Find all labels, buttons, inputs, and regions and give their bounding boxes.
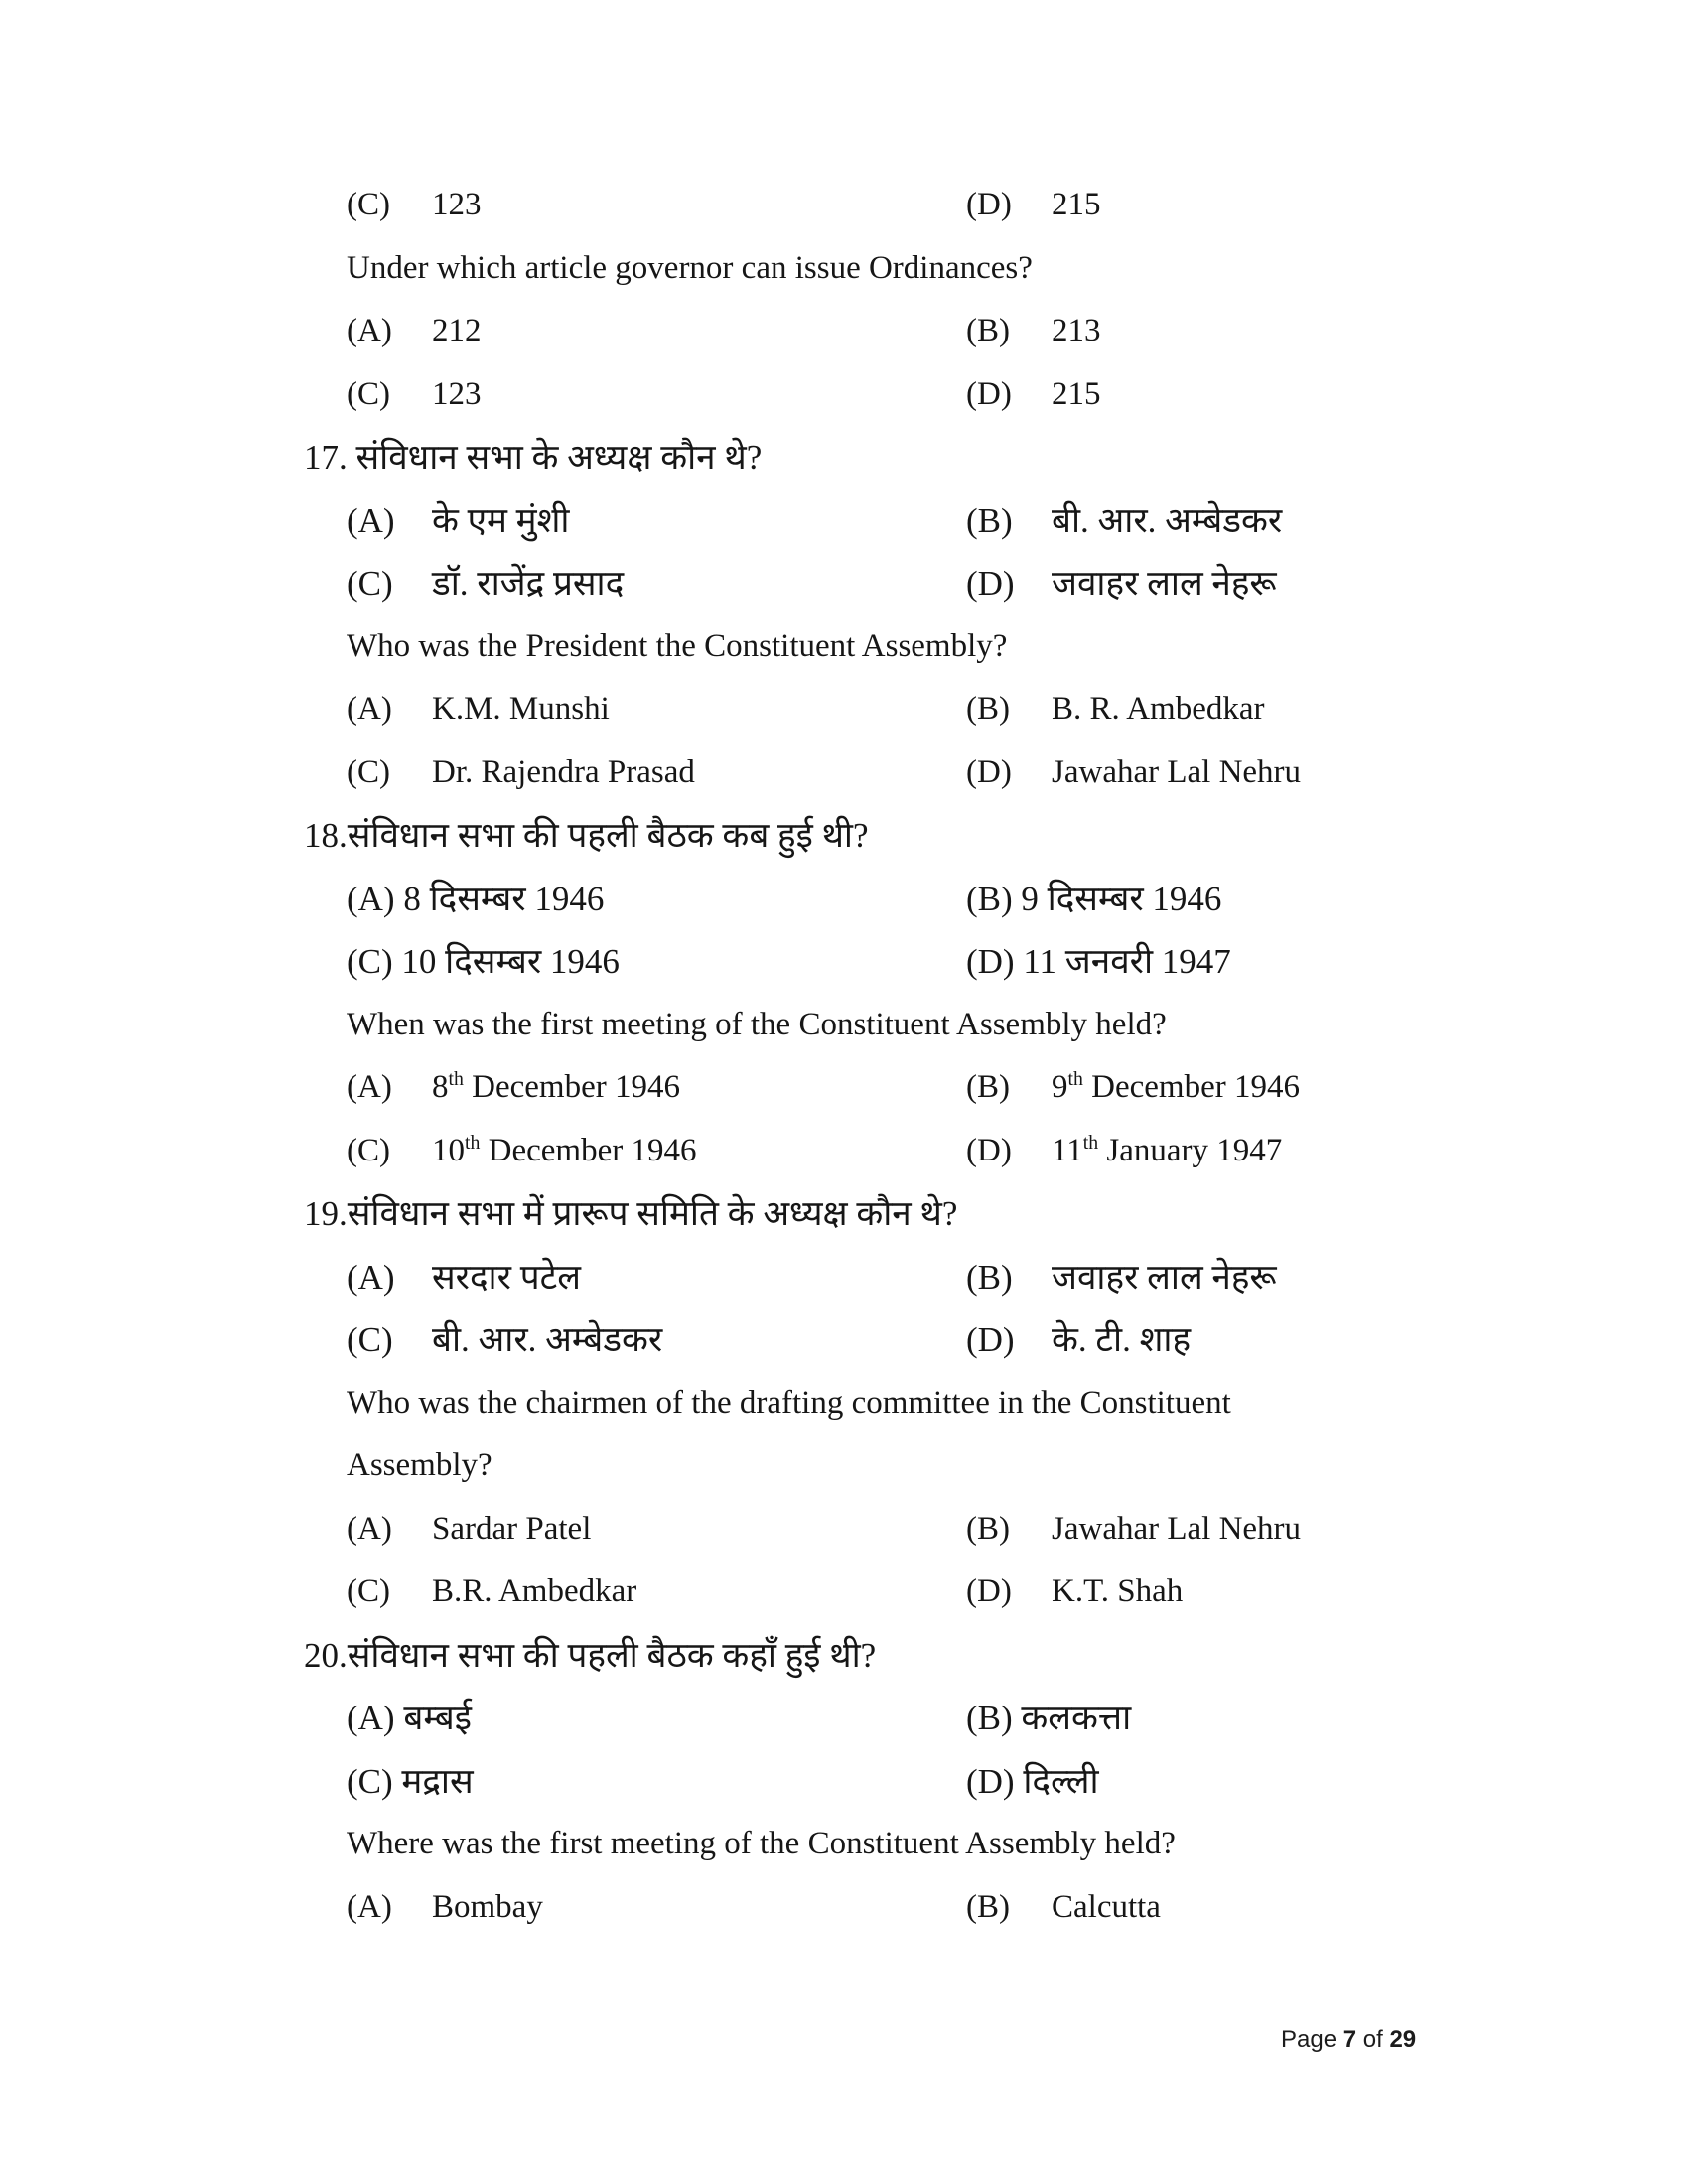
option-text: के. टी. शाह xyxy=(1052,1320,1192,1359)
options-row xyxy=(0,300,1688,363)
question-text: When was the first meeting of the Constituent Assembly held? xyxy=(347,1006,1167,1042)
question-header xyxy=(0,1624,1688,1688)
options-row xyxy=(0,489,1688,553)
option-text: 9 दिसम्बर 1946 xyxy=(1021,879,1222,918)
option-label: (B) xyxy=(966,313,1010,348)
option-text: 8 दिसम्बर 1946 xyxy=(403,879,605,918)
option xyxy=(347,1687,472,1750)
option-text: 11 जनवरी 1947 xyxy=(1023,942,1231,981)
option-text: B.R. Ambedkar xyxy=(432,1573,637,1609)
options-row xyxy=(0,363,1688,427)
option-text: 215 xyxy=(1052,187,1101,222)
options-row xyxy=(0,742,1688,805)
option-label: (D) xyxy=(966,1573,1012,1609)
option-label: (D) xyxy=(966,1132,1012,1168)
question-text: संविधान सभा की पहली बैठक कब हुई थी? xyxy=(347,816,869,855)
page-footer xyxy=(1281,2026,1416,2054)
option-text: Jawahar Lal Nehru xyxy=(1052,753,1302,790)
option-text xyxy=(1052,1056,1300,1120)
option-text: मद्रास xyxy=(401,1761,474,1801)
option-text: 123 xyxy=(432,187,482,222)
option-label: (B) xyxy=(966,1510,1010,1547)
question-text-line xyxy=(0,615,1688,679)
option-label: (C) xyxy=(347,753,390,790)
option-text: B. R. Ambedkar xyxy=(1052,691,1265,727)
option-label: (C) xyxy=(347,1132,390,1168)
option-text-part: December 1946 xyxy=(480,1132,697,1168)
option-label: (A) xyxy=(347,1699,395,1737)
option-text: 123 xyxy=(432,375,482,412)
option-label: (A) xyxy=(347,1069,392,1105)
question-text-line xyxy=(0,994,1688,1057)
question-text-line xyxy=(0,1813,1688,1876)
question-text: संविधान सभा की पहली बैठक कहाँ हुई थी? xyxy=(347,1635,877,1675)
option xyxy=(966,868,1221,931)
option-text-part: 8 xyxy=(432,1069,449,1105)
option-label: (D) xyxy=(966,375,1012,412)
question-text: संविधान सभा के अध्यक्ष कौन थे? xyxy=(355,438,763,477)
option-label: (A) xyxy=(347,313,392,348)
option xyxy=(966,930,1231,994)
question-text: Under which article governor can issue Ordinances? xyxy=(347,249,1033,286)
question-text: Where was the first meeting of the Constituent Assembly held? xyxy=(347,1826,1176,1861)
option-label: (D) xyxy=(966,1320,1015,1359)
option xyxy=(347,1750,474,1814)
option-label: (A) xyxy=(347,1257,395,1297)
option-label: (D) xyxy=(966,753,1012,790)
question-text: संविधान सभा में प्रारूप समिति के अध्यक्ष कौन थे? xyxy=(347,1194,958,1233)
option-label: (C) xyxy=(347,1320,393,1359)
option-text-part: January 1947 xyxy=(1098,1132,1283,1168)
option-text: सरदार पटेल xyxy=(432,1257,581,1297)
option-text-part: December 1946 xyxy=(463,1069,680,1105)
footer-total-pages: 29 xyxy=(1389,2026,1417,2053)
options-row xyxy=(0,1246,1688,1309)
question-text: Assembly? xyxy=(347,1447,492,1483)
option-text-part: 10 xyxy=(432,1132,465,1168)
option-text: Dr. Rajendra Prasad xyxy=(432,753,695,790)
options-row xyxy=(0,1876,1688,1940)
option-label: (C) xyxy=(347,564,393,603)
option-label: (D) xyxy=(966,942,1015,981)
question-header xyxy=(0,804,1688,868)
option-label: (A) xyxy=(347,691,392,727)
option-label: (C) xyxy=(347,1573,390,1609)
option-label: (D) xyxy=(966,187,1012,222)
question-line xyxy=(304,1624,876,1688)
option-text: बम्बई xyxy=(403,1699,472,1737)
question-text: Who was the chairmen of the drafting committee in the Constituent xyxy=(347,1384,1231,1421)
option-label: (B) xyxy=(966,879,1013,918)
option-label: (C) xyxy=(347,1761,393,1801)
ordinal-suffix: th xyxy=(1067,1068,1083,1090)
question-number: 20. xyxy=(304,1635,348,1675)
option-text: डॉ. राजेंद्र प्रसाद xyxy=(432,564,625,603)
options-row xyxy=(0,868,1688,931)
options-row xyxy=(0,174,1688,237)
option-text: दिल्ली xyxy=(1023,1761,1099,1801)
option-label: (B) xyxy=(966,1888,1010,1925)
question-header xyxy=(0,426,1688,489)
question-header xyxy=(0,1182,1688,1246)
question-line xyxy=(304,426,762,489)
option-label: (D) xyxy=(966,1761,1015,1801)
question-text-line xyxy=(0,1372,1688,1435)
option-text: Bombay xyxy=(432,1888,543,1925)
ordinal-suffix: th xyxy=(448,1068,464,1090)
option-label: (C) xyxy=(347,375,390,412)
options-row xyxy=(0,930,1688,994)
option-text-part: 11 xyxy=(1052,1132,1083,1168)
option-text: Sardar Patel xyxy=(432,1510,592,1547)
options-row xyxy=(0,1561,1688,1624)
option-text: K.M. Munshi xyxy=(432,691,610,727)
option-label: (B) xyxy=(966,691,1010,727)
option-label: (A) xyxy=(347,500,395,540)
option-text: K.T. Shah xyxy=(1052,1573,1184,1609)
options-row xyxy=(0,1308,1688,1372)
footer-page-number: 7 xyxy=(1342,2026,1357,2053)
options-row xyxy=(0,1750,1688,1814)
option-text xyxy=(432,1056,680,1120)
question-paper-body xyxy=(0,174,1688,1939)
option-text-part: December 1946 xyxy=(1082,1069,1300,1105)
option xyxy=(347,930,620,994)
option-text: Jawahar Lal Nehru xyxy=(1052,1510,1302,1547)
option-text: 215 xyxy=(1052,375,1101,412)
option-text xyxy=(1052,1120,1282,1183)
option-text: बी. आर. अम्बेडकर xyxy=(1052,500,1283,540)
option-label: (B) xyxy=(966,1699,1013,1737)
option-label: (A) xyxy=(347,1888,392,1925)
options-row xyxy=(0,1056,1688,1120)
option-text: जवाहर लाल नेहरू xyxy=(1052,564,1277,603)
options-row xyxy=(0,1498,1688,1562)
footer-page-label: Page xyxy=(1281,2026,1343,2053)
question-text-line xyxy=(0,237,1688,301)
option-label: (C) xyxy=(347,942,393,981)
option-text: 212 xyxy=(432,313,482,348)
option-label: (C) xyxy=(347,187,390,222)
question-line xyxy=(304,1182,957,1246)
option xyxy=(966,1750,1099,1814)
option-text: के एम मुंशी xyxy=(432,500,570,540)
options-row xyxy=(0,552,1688,615)
option xyxy=(347,868,604,931)
option-label: (B) xyxy=(966,1069,1010,1105)
option-text xyxy=(432,1120,696,1183)
option-label: (A) xyxy=(347,1510,392,1547)
option-text: 10 दिसम्बर 1946 xyxy=(401,942,620,981)
option-label: (D) xyxy=(966,564,1015,603)
option-text-part: 9 xyxy=(1052,1069,1068,1105)
option-label: (B) xyxy=(966,500,1013,540)
option-text: जवाहर लाल नेहरू xyxy=(1052,1257,1277,1297)
question-number: 17. xyxy=(304,438,348,477)
ordinal-suffix: th xyxy=(465,1131,481,1154)
option-label: (B) xyxy=(966,1257,1013,1297)
footer-of-label: of xyxy=(1356,2026,1390,2053)
question-number: 18. xyxy=(304,816,348,855)
question-line xyxy=(304,804,869,868)
options-row xyxy=(0,1120,1688,1183)
question-number: 19. xyxy=(304,1194,348,1233)
question-text: Who was the President the Constituent Assembly? xyxy=(347,627,1008,664)
option-text: 213 xyxy=(1052,313,1101,348)
options-row xyxy=(0,1687,1688,1750)
option-label: (A) xyxy=(347,879,395,918)
options-row xyxy=(0,678,1688,742)
question-text-line xyxy=(0,1434,1688,1498)
option-text: Calcutta xyxy=(1052,1888,1161,1925)
ordinal-suffix: th xyxy=(1082,1131,1099,1154)
option xyxy=(966,1687,1131,1750)
option-text: बी. आर. अम्बेडकर xyxy=(432,1320,663,1359)
option-text: कलकत्ता xyxy=(1021,1699,1132,1737)
